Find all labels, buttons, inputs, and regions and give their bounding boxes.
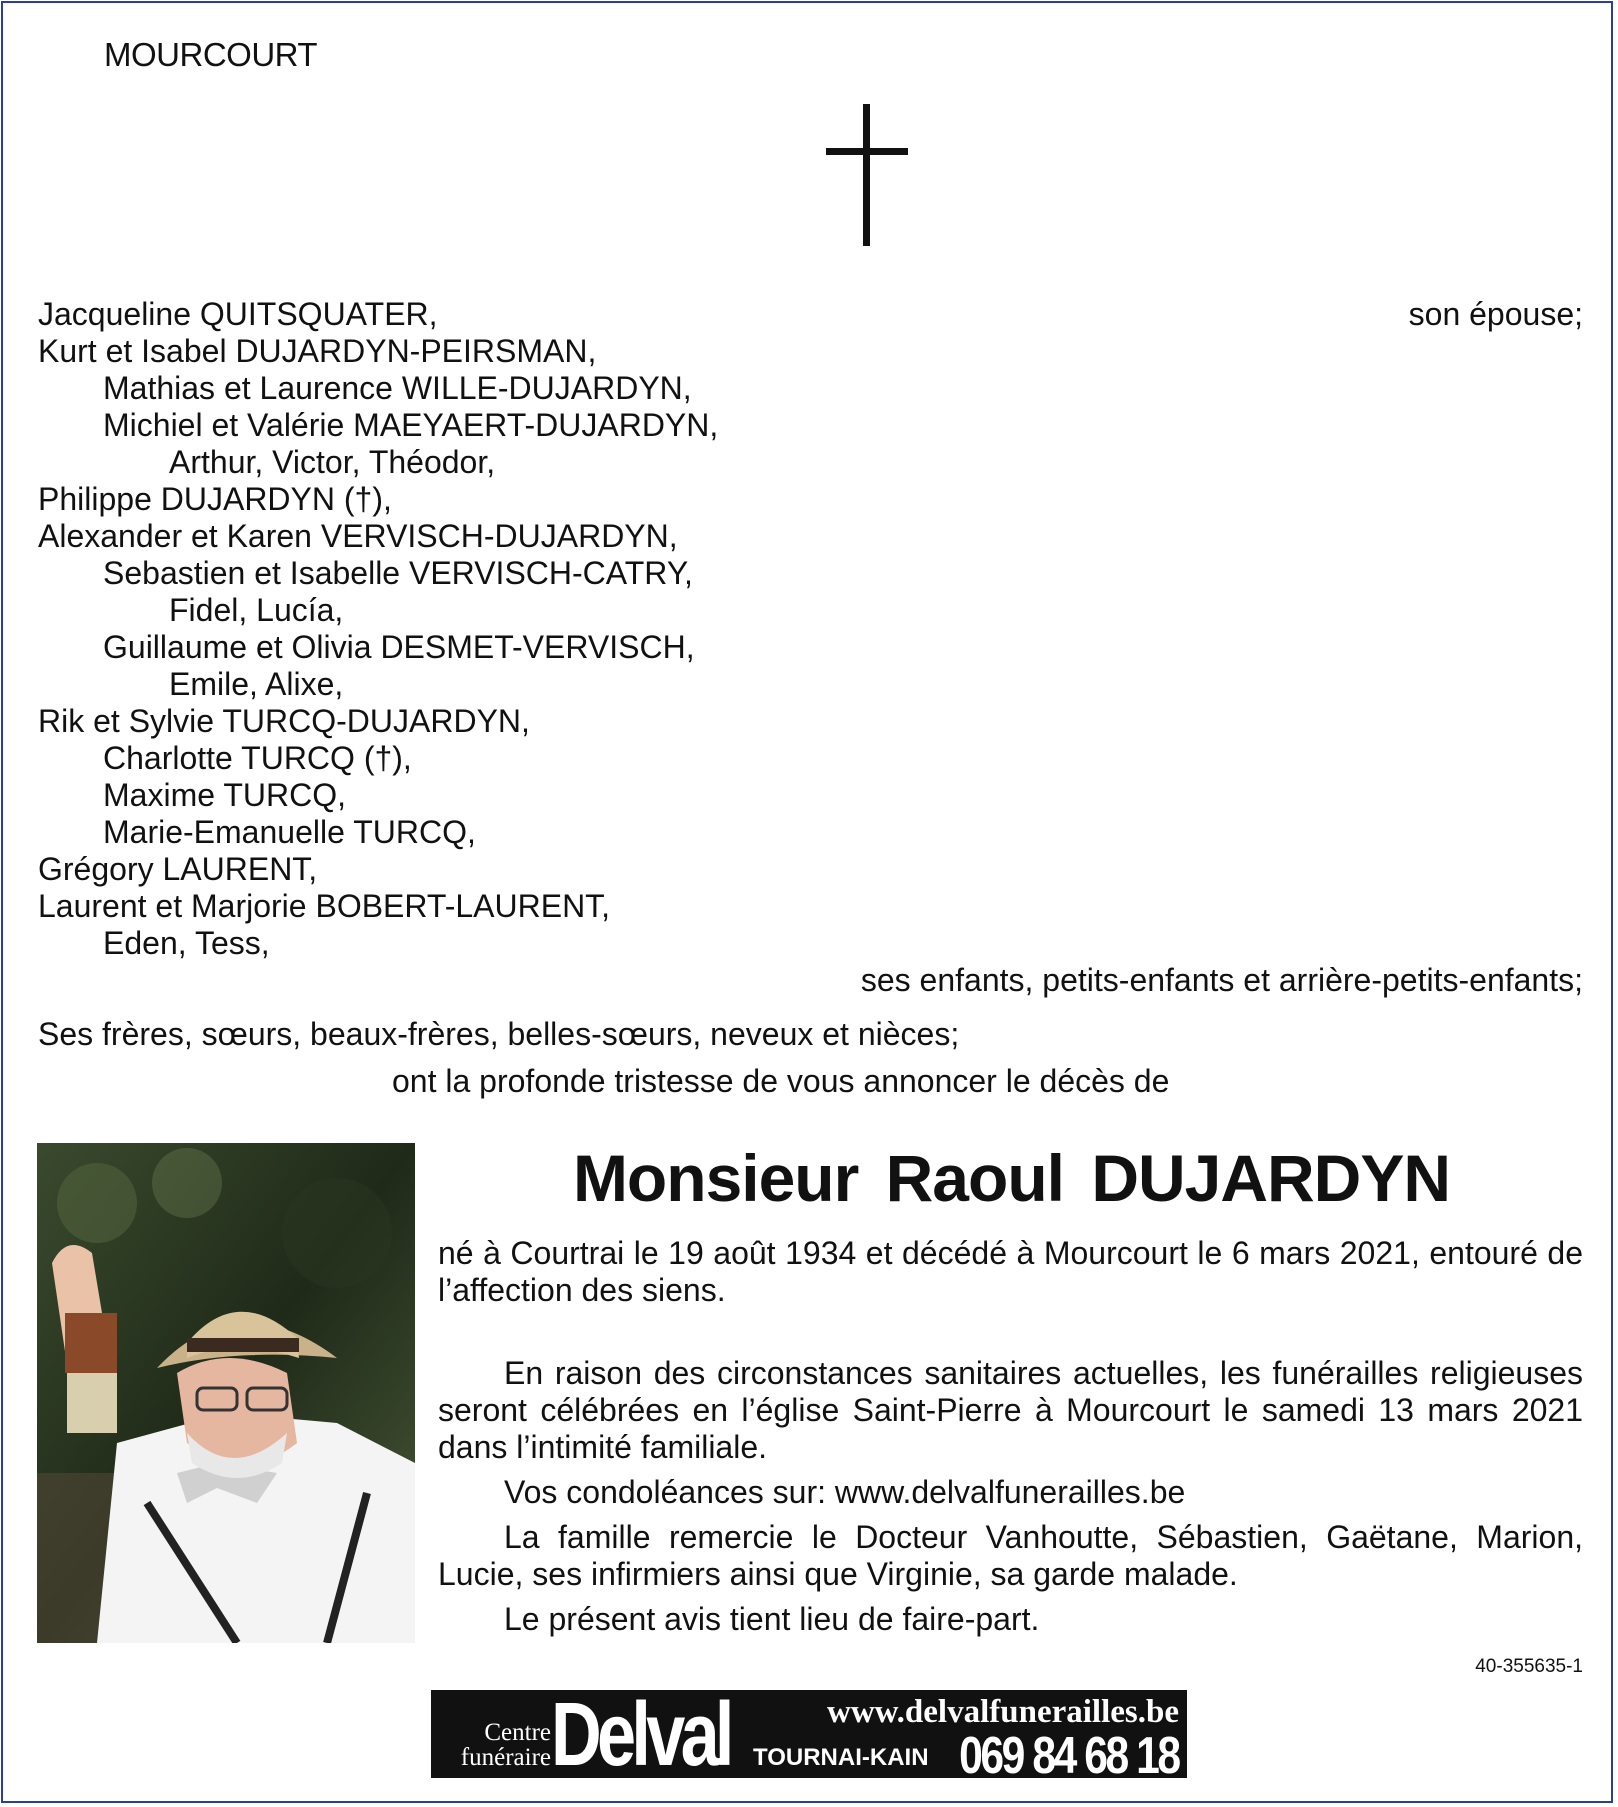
family-row: Kurt et Isabel DUJARDYN-PEIRSMAN, xyxy=(38,333,597,369)
notice-paragraph: Le présent avis tient lieu de faire-part. xyxy=(504,1601,1040,1637)
family-row: Laurent et Marjorie BOBERT-LAURENT, xyxy=(38,888,611,924)
family-row: Alexander et Karen VERVISCH-DUJARDYN, xyxy=(38,518,678,554)
banner-city: TOURNAI-KAIN xyxy=(753,1744,929,1771)
family-list xyxy=(38,296,1583,999)
notice-body xyxy=(438,1235,1583,1638)
family-row: Rik et Sylvie TURCQ-DUJARDYN, xyxy=(38,703,530,739)
family-row: Jacqueline QUITSQUATER, son épouse; xyxy=(38,296,1583,332)
banner-url: www.delvalfunerailles.be xyxy=(827,1694,1179,1730)
birth-death-paragraph: né à Courtrai le 19 août 1934 et décédé à Mourcourt le 6 mars 2021, entouré de l’affection des siens. xyxy=(438,1235,1583,1308)
brand-logo: Delval xyxy=(551,1685,730,1785)
children-label: ses enfants, petits-enfants et arrière-petits-enfants; xyxy=(860,962,1583,998)
family-row: Charlotte TURCQ (†), xyxy=(103,740,412,776)
family-row: Marie-Emanuelle TURCQ, xyxy=(103,814,476,850)
reference-number: 40-355635-1 xyxy=(1475,1656,1583,1677)
banner-phone: 069 84 68 18 xyxy=(959,1727,1179,1785)
siblings-line: Ses frères, sœurs, beaux-frères, belles-sœurs, neveux et nièces; xyxy=(38,1016,960,1052)
condolences-paragraph: Vos condoléances sur: www.delvalfunerailles.be xyxy=(504,1474,1186,1510)
centre-funeraire-label: Centre funéraire xyxy=(460,1719,551,1771)
family-row: Eden, Tess, xyxy=(103,925,270,961)
family-row: Fidel, Lucía, xyxy=(169,592,344,628)
family-row: Arthur, Victor, Théodor, xyxy=(169,444,496,480)
cross-icon xyxy=(826,104,908,246)
family-row: Maxime TURCQ, xyxy=(103,777,346,813)
thanks-paragraph: La famille remercie le Docteur Vanhoutte, Sébastien, Gaëtane, Marion, Lucie, ses infirmiers ainsi que Virginie, sa garde malade. xyxy=(438,1519,1583,1592)
location-heading: MOURCOURT xyxy=(104,36,318,73)
family-row: Guillaume et Olivia DESMET-VERVISCH, xyxy=(103,629,695,665)
announcement-line: ont la profonde tristesse de vous annoncer le décès de xyxy=(392,1063,1170,1099)
family-row: Grégory LAURENT, xyxy=(38,851,318,887)
funeral-home-banner xyxy=(431,1685,1187,1785)
deceased-name: Monsieur Raoul DUJARDYN xyxy=(572,1141,1451,1215)
family-row: Michiel et Valérie MAEYAERT-DUJARDYN, xyxy=(103,407,719,443)
spouse-label: son épouse; xyxy=(1408,296,1583,332)
portrait-photo xyxy=(37,1143,415,1643)
family-row: Sebastien et Isabelle VERVISCH-CATRY, xyxy=(103,555,693,591)
family-row: Emile, Alixe, xyxy=(169,666,344,702)
family-row: Philippe DUJARDYN (†), xyxy=(38,481,392,517)
funeral-paragraph: En raison des circonstances sanitaires actuelles, les funérailles religieuses seront célébrées en l’église Saint-Pierre à Mourcourt le samedi 13 mars 2021 dans l’intimité familiale. xyxy=(438,1355,1583,1465)
family-row: Mathias et Laurence WILLE-DUJARDYN, xyxy=(103,370,692,406)
